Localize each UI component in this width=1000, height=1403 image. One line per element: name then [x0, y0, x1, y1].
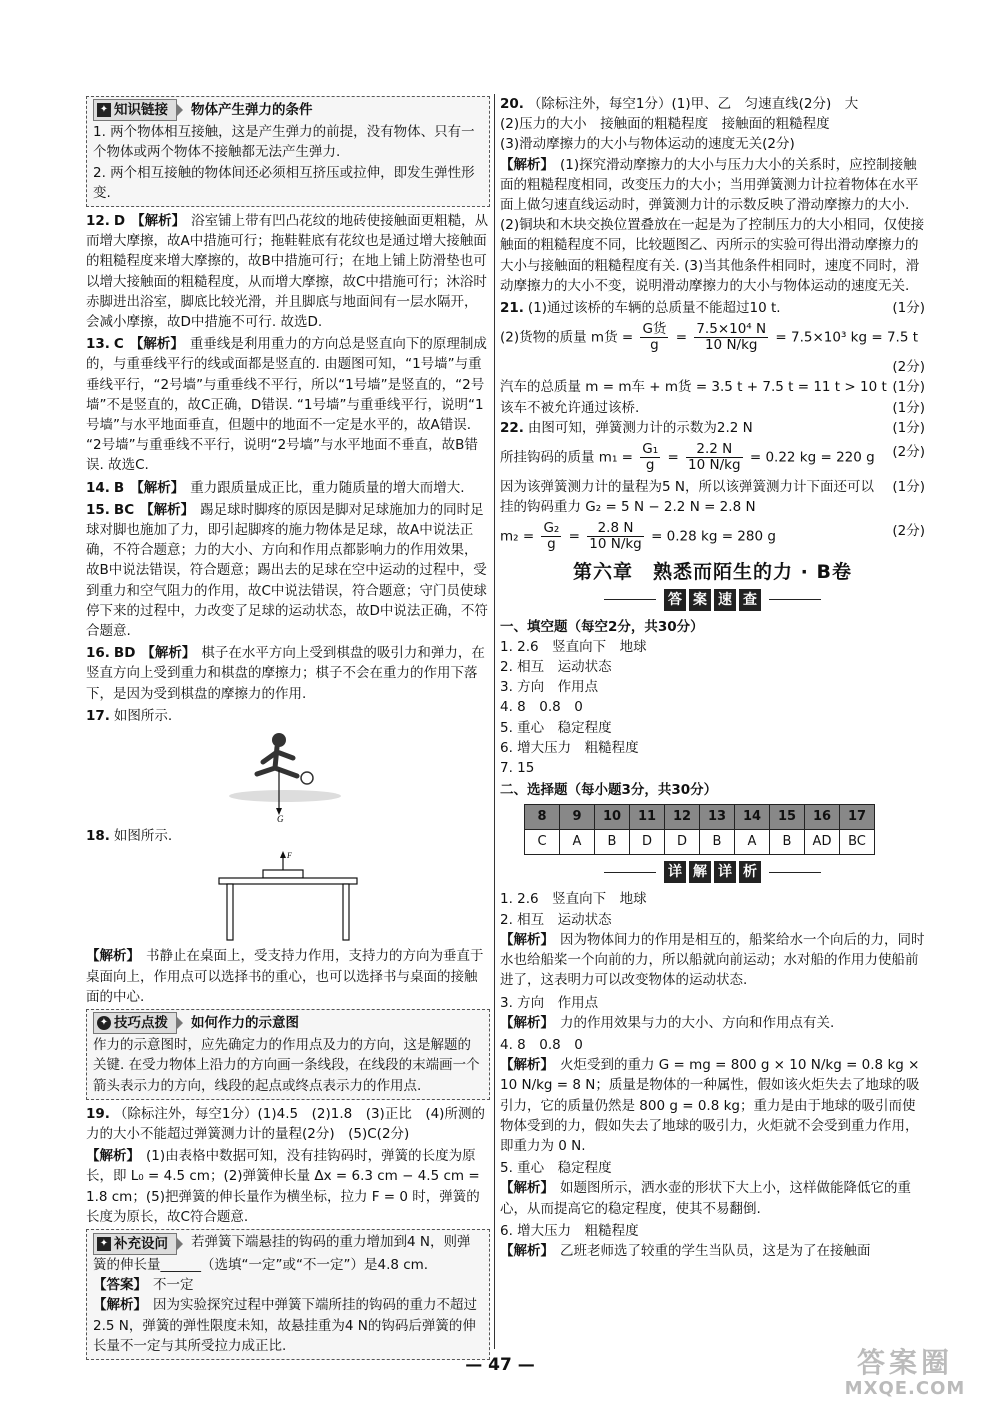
table-cell: BC: [840, 830, 875, 855]
extra-question-text: 若弹簧下端悬挂的钩码的重力增加到4 N，则弹簧的伸长量______（选填“一定”或“不一定”）是4.8 cm.: [93, 1233, 471, 1274]
fraction: [686, 442, 743, 473]
score: (2分): [892, 444, 925, 461]
figure-book-on-table: [86, 850, 490, 942]
answer-text: 不一定: [153, 1277, 194, 1294]
denominator: g: [547, 536, 556, 553]
box-title: 如何作力的示意图: [191, 1014, 299, 1031]
formula-part: = 0.22 kg = 220 g: [749, 449, 875, 466]
left-column: [86, 94, 490, 1364]
analysis-text: 火炬受到的重力 G = mg = 800 g × 10 N/kg = 0.8 kg × 10 N/kg = 8 N；质量是物体的一种属性，假如该火炬失去了地球的吸引力，它的质量仍然是 800 g = 0.8 kg；重力是由于地球的吸引而使物体受到的力，假如失去了地球的吸引力，火炬就不会受到重力作用，即重力为 0 N.: [500, 1057, 920, 1154]
analysis-tag: 【 解析 】: [500, 1180, 554, 1196]
fill-answer: 6. 增大压力 粗糙程度: [500, 739, 639, 756]
numerator: G₁: [642, 441, 659, 458]
question-21: [500, 298, 925, 418]
answer-line: 该车不被允许通过该桥.: [500, 399, 640, 416]
banner-rule: [604, 872, 656, 873]
gravity-label: G: [277, 814, 284, 823]
denominator: 10 N/kg: [704, 337, 758, 354]
banner-char: 案: [689, 589, 711, 611]
analysis-tag: 【 解析 】: [500, 157, 554, 173]
lightbulb-icon: ✦: [97, 1016, 111, 1030]
question-text: 如图所示.: [113, 828, 173, 845]
score: (1分): [892, 399, 925, 416]
formula-part: =: [568, 528, 580, 545]
table-header-row: [525, 805, 875, 830]
question-text: 如图所示.: [113, 707, 173, 724]
player-kicking-figure: [223, 730, 353, 822]
banner-char: 析: [739, 861, 761, 883]
table-leg-left: [227, 884, 233, 940]
numerator: 2.2 N: [686, 442, 743, 458]
puzzle-icon: ✦: [97, 1237, 111, 1251]
analysis-tag: 【 解析 】: [131, 213, 185, 229]
detailed-analysis-banner: [500, 861, 925, 883]
analysis-tag: 【 解析 】: [93, 1297, 147, 1313]
fraction: [587, 521, 644, 552]
analysis-tag: 【 解析 】: [500, 932, 554, 948]
force-label: F: [287, 851, 292, 861]
analysis-tag: 【 解析 】: [500, 1015, 554, 1031]
fill-answer: 2. 相互 运动状态: [500, 659, 612, 676]
box-line: 2. 两个相互接触的物体间还必须相互挤压或拉伸，即发生弹性形变.: [93, 164, 475, 201]
score: (2分): [892, 523, 925, 540]
formula-part: =: [675, 329, 688, 346]
box-text: 作力的示意图时，应先确定力的作用点及力的方向，这是解题的关键. 在受力物体上沿力的方向画一条线段，在线段的末端画一个箭头表示力的方向，线段的起点或终点表示力的作用点.: [93, 1037, 480, 1094]
fraction: [694, 322, 768, 353]
fill-answer: 7. 15: [500, 760, 535, 777]
fraction: [640, 442, 660, 473]
question-19: [86, 1104, 490, 1144]
score: (1分): [892, 479, 925, 496]
table-header-cell: 14: [735, 805, 770, 830]
detail-title: 6. 增大压力 粗糙程度: [500, 1222, 639, 1239]
banner-char: 速: [714, 589, 736, 611]
table-header-cell: 13: [700, 805, 735, 830]
watermark-logo: [815, 1348, 995, 1403]
column-divider: [494, 94, 495, 1349]
denominator: 10 N/kg: [688, 457, 741, 474]
section-heading: 二、选择题（每小题3分，共30分）: [500, 782, 718, 799]
answer-line: （除标注外，每空1分）(1)甲、乙 匀速直线(2分) 大: [527, 96, 859, 112]
numerator: G货: [642, 321, 667, 338]
analysis-tag: 【 解析 】: [500, 1243, 554, 1259]
answer-letter: C: [113, 336, 124, 353]
table-cell: AD: [805, 830, 840, 855]
analysis-text: 如题图所示，洒水壶的形状下大上小，这样做能降低它的重心，从而提高它的稳定程度，使其不易翻倒.: [500, 1180, 911, 1217]
table-header-cell: 12: [665, 805, 700, 830]
chapter-title: 第六章 熟悉而陌生的力 · B卷: [573, 561, 852, 584]
table-header-cell: 9: [560, 805, 595, 830]
ground-shadow: [229, 790, 341, 802]
detail-analysis: [500, 930, 925, 991]
analysis-tag: 【 解析 】: [86, 948, 140, 964]
banner-char: 查: [739, 589, 761, 611]
question-number: 19.: [86, 1105, 110, 1122]
question-17: [86, 706, 490, 726]
banner-char: 答: [664, 589, 686, 611]
question-number: 13.: [86, 336, 110, 353]
detail-analysis: [500, 1178, 925, 1218]
detail-analysis: [500, 1241, 925, 1261]
banner-rule: [769, 599, 821, 600]
table-header-cell: 15: [770, 805, 805, 830]
puzzle-icon: ✦: [97, 103, 111, 117]
fill-answer: 5. 重心 稳定程度: [500, 719, 612, 736]
analysis-tag: 【 解析 】: [86, 1148, 140, 1164]
answer-line: 因为该弹簧测力计的量程为5 N，所以该弹簧测力计下面还可以挂的钩码重力 G₂ = 5 N − 2.2 N = 2.8 N: [500, 479, 874, 516]
question-12: [86, 211, 490, 332]
formula-part: = 7.5×10³ kg = 7.5 t: [775, 329, 919, 346]
score: (1分): [892, 419, 925, 436]
table-leg-right: [343, 884, 349, 940]
table-row: [525, 830, 875, 855]
book: [263, 870, 303, 878]
badge-label: 技巧点拨: [114, 1014, 168, 1031]
detail-title: 2. 相互 运动状态: [500, 911, 612, 928]
answer-text: （除标注外，每空1分）(1)4.5 (2)1.8 (3)正比 (4)所测的力的大小不能超过弹簧测力计的量程(2分) (5)C(2分): [86, 1105, 485, 1142]
question-number: 14.: [86, 479, 110, 496]
answer-tag: 【 答案 】: [93, 1277, 147, 1293]
table-cell: C: [525, 830, 560, 855]
detail-title: 3. 方向 作用点: [500, 994, 599, 1011]
figure-player-gravity: [86, 730, 490, 822]
analysis-tag: 【 解析 】: [141, 645, 195, 661]
answer-quick-check-banner: [500, 589, 925, 611]
banner-rule: [604, 599, 656, 600]
table-header-cell: 8: [525, 805, 560, 830]
extra-question-box: [86, 1229, 490, 1360]
detail-analysis: [500, 1055, 925, 1156]
analysis-text: (1)由表格中数据可知，没有挂钩码时，弹簧的长度为原长，即 L₀ = 4.5 cm；(2)弹簧伸长量 Δx = 6.3 cm − 4.5 cm = 1.8 cm；(5)把弹簧的伸长量作为横坐标，拉力 F = 0 时，弹簧的长度为原长，故C符合题意.: [86, 1148, 480, 1225]
analysis-text: 踢足球时脚疼的原因是脚对足球施加力的同时足球对脚也施加了力，即引起脚疼的施力物体是足球，故A中说法正确，不符合题意；力的大小、方向和作用点都影响力的作用效果，故B中说法错误，符合题意；踢出去的足球在空中运动的过程中，受到重力和空气阻力的作用，故C中说法错误，符合题意；守门员使球停下来的过程中，力改变了足球的运动状态，故D中说法正确，不符合题意.: [86, 501, 488, 640]
question-number: 12.: [86, 213, 110, 230]
table-cell: A: [560, 830, 595, 855]
fill-answer: 3. 方向 作用点: [500, 679, 599, 696]
question-16: [86, 643, 490, 704]
question-15: [86, 500, 490, 641]
analysis-text: 重垂线是利用重力的方向总是竖直向下的原理制成的，与重垂线平行的线或面都是竖直的. 由题图可知，“1号墙”与重垂线平行，“2号墙”与重垂线不平行，所以“1号墙”是竖直的，“2号墙”不是竖直的，故C正确，D错误. “1号墙”与重垂线平行，说明“1号墙”与水平地面垂直，但题中的地面不一定是水平的，故A错误. “2号墙”与重垂线不平行，说明“2号墙”与水平地面不垂直，故B错误. 故选C.: [86, 336, 487, 474]
score: (2分): [892, 359, 925, 376]
denominator: g: [645, 457, 655, 474]
question-number: 20.: [500, 96, 524, 112]
analysis-text: 重力跟质量成正比，重力随质量的增大而增大.: [190, 479, 465, 496]
fraction: [541, 521, 561, 552]
table-header-cell: 16: [805, 805, 840, 830]
box-line: 1. 两个物体相互接触，这是产生弹力的前提，没有物体、只有一个物体或两个物体不接触都无法产生弹力.: [93, 124, 475, 161]
table-cell: D: [665, 830, 700, 855]
analysis-tag: 【 解析 】: [140, 502, 194, 518]
analysis-text: 力的作用效果与力的大小、方向和作用点有关.: [560, 1014, 835, 1031]
question-number: 16.: [86, 645, 110, 662]
analysis-text: 书静止在桌面上，受支持力作用，支持力的方向为垂直于桌面向上，作用点可以选择书的重心，也可以选择书与桌面的接触面的中心.: [86, 948, 484, 1005]
fraction: [640, 322, 668, 353]
skill-tip-badge: [93, 1012, 177, 1034]
analysis-text: 浴室铺上带有凹凸花纹的地砖使接触面更粗糙，从而增大摩擦，故A中措施可行；拖鞋鞋底有花纹也是通过增大接触面的粗糙程度来增大摩擦的，故B中措施可行；在地上铺上防滑垫也可以增大接触面的粗糙程度，从而增大摩擦，故C中措施可行；沐浴时赤脚进出浴室，脚底比较光滑，并且脚底与地面间有一层水隔开，会减小摩擦，故D中措施不可行. 故选D.: [86, 213, 489, 331]
question-18-analysis: [86, 946, 490, 1007]
formula-part: = 0.28 kg = 280 g: [651, 528, 776, 545]
analysis-text: (1)探究滑动摩擦力的大小与压力大小的关系时，应控制接触面的粗糙程度相同，改变压力的大小；当用弹簧测力计拉着物体在水平面上做匀速直线运动时，弹簧测力计的示数反映了滑动摩擦力的大小. (2)铜块和木块交换位置叠放在一起是为了控制压力的大小相同，仅使接触面的粗糙程度不同，比较题图乙、丙所示的实验可得出滑动摩擦力的大小与接触面的粗糙程度有关. (3)当其他条件相同时，速度不同时，滑动摩擦力的大小不变，说明滑动摩擦力的大小与物体运动的速度无关.: [500, 156, 925, 294]
skill-tip-box: [86, 1009, 490, 1100]
table-header-cell: 11: [630, 805, 665, 830]
question-14: [86, 478, 490, 498]
analysis-text: 因为实验探究过程中弹簧下端所挂的钩码的重力不超过2.5 N，弹簧的弹性限度未知，故悬挂重为4 N的钩码后弹簧的伸长量不一定与其所受拉力成正比.: [93, 1297, 477, 1354]
table-cell: B: [770, 830, 805, 855]
badge-label: 补充设问: [114, 1235, 168, 1252]
question-number: 15.: [86, 501, 110, 518]
answer-line: 由图可知，弹簧测力计的示数为2.2 N: [527, 419, 753, 436]
detail-title: 5. 重心 稳定程度: [500, 1160, 612, 1177]
box-title: 物体产生弹力的条件: [191, 102, 313, 118]
table-header-cell: 17: [840, 805, 875, 830]
score: (1分): [892, 379, 925, 396]
numerator: 2.8 N: [587, 521, 644, 537]
knowledge-link-badge: [93, 99, 177, 121]
answer-line: (3)滑动摩擦力的大小与物体运动的速度无关(2分): [500, 136, 795, 153]
question-22: [500, 418, 925, 553]
answer-letter: B: [113, 479, 125, 496]
support-force-arrowhead: [280, 851, 286, 858]
question-20-analysis: [500, 155, 925, 296]
table-top: [219, 878, 357, 884]
watermark-url: MXQE.COM: [844, 1378, 966, 1399]
formula-part: m₂ =: [500, 528, 535, 545]
question-19-analysis: [86, 1146, 490, 1227]
denominator: g: [650, 337, 659, 354]
answer-letter: D: [113, 213, 126, 230]
banner-rule: [769, 872, 821, 873]
answer-line: (2)压力的大小 接触面的粗糙程度 接触面的粗糙程度: [500, 116, 830, 133]
table-cell: B: [595, 830, 630, 855]
detail-analysis: [500, 1013, 925, 1033]
question-number: 17.: [86, 707, 110, 724]
denominator: 10 N/kg: [589, 536, 642, 553]
page-number: — 47 —: [465, 1355, 535, 1375]
question-number: 18.: [86, 828, 110, 845]
formula-part: =: [667, 449, 679, 466]
numerator: 7.5×10⁴ N: [696, 321, 767, 338]
fill-answer: 4. 8 0.8 0: [500, 699, 583, 716]
analysis-text: 因为物体间力的作用是相互的，船桨给水一个向后的力，同时水也给船桨一个向前的力，所以船就向前运动；水对船的作用力使船前进了，这表明力可以改变物体的运动状态.: [500, 931, 925, 989]
right-column: [500, 94, 925, 1263]
answer-letter: BD: [113, 645, 136, 662]
question-18: [86, 826, 490, 846]
football: [301, 772, 313, 784]
player-body: [257, 747, 297, 776]
table-header-cell: 10: [595, 805, 630, 830]
table-cell: A: [735, 830, 770, 855]
player-head: [272, 733, 286, 747]
badge-label: 知识链接: [114, 102, 168, 118]
extra-question-badge: [93, 1233, 177, 1255]
book-table-figure: [213, 850, 363, 942]
banner-char: 详: [714, 861, 736, 883]
analysis-tag: 【 解析 】: [130, 480, 184, 496]
watermark-text: 答案圈: [856, 1346, 953, 1379]
table-cell: B: [700, 830, 735, 855]
analysis-text: 乙班老师选了较重的学生当队员，这是为了在接触面: [560, 1242, 871, 1259]
knowledge-link-box: [86, 96, 490, 207]
analysis-text: 棋子在水平方向上受到棋盘的吸引力和弹力，在竖直方向上受到重力和棋盘的摩擦力；棋子不会在重力的作用下落下，是因为受到棋盘的摩擦力的作用.: [86, 645, 485, 702]
formula-part: (2)货物的质量 m货 =: [500, 329, 634, 346]
question-20: [500, 94, 925, 114]
answer-line: (1)通过该桥的车辆的总质量不能超过10 t.: [527, 300, 781, 317]
question-number: 22.: [500, 419, 524, 436]
table-cell: D: [630, 830, 665, 855]
numerator: G₂: [543, 520, 560, 537]
detail-title: 1. 2.6 竖直向下 地球: [500, 891, 647, 908]
choice-answer-table: [524, 804, 875, 855]
fill-answer: 1. 2.6 竖直向下 地球: [500, 638, 647, 655]
analysis-tag: 【 解析 】: [500, 1057, 554, 1073]
answer-letter: BC: [113, 501, 135, 518]
detail-title: 4. 8 0.8 0: [500, 1036, 583, 1053]
answer-line: 汽车的总质量 m = m车 + m货 = 3.5 t + 7.5 t = 11 t > 10 t: [500, 379, 887, 396]
banner-char: 解: [689, 861, 711, 883]
section-heading: 一、填空题（每空2分，共30分）: [500, 618, 704, 635]
question-number: 21.: [500, 300, 524, 317]
question-13: [86, 334, 490, 475]
formula-part: 所挂钩码的质量 m₁ =: [500, 449, 633, 466]
score: (1分): [892, 300, 925, 317]
banner-char: 详: [664, 861, 686, 883]
analysis-tag: 【 解析 】: [130, 336, 184, 352]
